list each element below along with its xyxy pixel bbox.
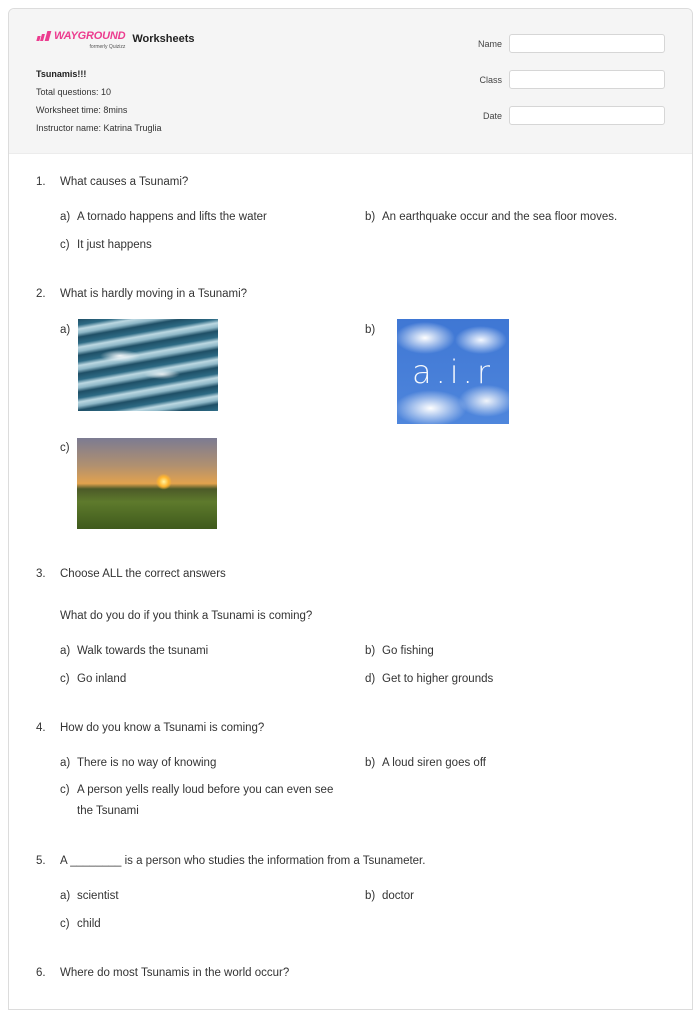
worksheet-meta: [36, 65, 162, 137]
question-number: 3.: [36, 568, 46, 580]
option-text: An earthquake occur and the sea floor moves.: [382, 211, 618, 223]
option-letter: c): [60, 673, 70, 685]
logo-mark: [36, 30, 125, 51]
question-number: 1.: [36, 176, 46, 188]
student-fields: [478, 33, 665, 141]
option-text: A person yells really loud before you can even see the Tsunami: [77, 784, 334, 817]
question-text: What is hardly moving in a Tsunami?: [60, 288, 248, 300]
logo-bars-icon: [36, 31, 51, 41]
brand-subtitle: formerly Quizizz: [89, 44, 126, 50]
option-5a[interactable]: [60, 890, 119, 902]
option-4b[interactable]: [365, 757, 486, 769]
option-letter: a): [60, 757, 71, 769]
option-4c[interactable]: [60, 780, 340, 822]
question-number: 4.: [36, 722, 46, 734]
question-text: Where do most Tsunamis in the world occur?: [60, 967, 290, 979]
option-letter: a): [60, 645, 71, 657]
question-number: 2.: [36, 288, 46, 300]
product-name: Worksheets: [132, 33, 195, 45]
option-letter: d): [365, 673, 376, 685]
option-letter: c): [60, 239, 70, 251]
question-text: A ________ is a person who studies the information from a Tsunameter.: [60, 855, 426, 867]
option-2a[interactable]: [60, 324, 77, 336]
option-5c[interactable]: [60, 918, 101, 930]
class-input[interactable]: [509, 70, 665, 89]
question-number: 6.: [36, 967, 46, 979]
option-text: A tornado happens and lifts the water: [77, 211, 267, 223]
option-2c[interactable]: [60, 442, 77, 454]
option-3c[interactable]: [60, 673, 126, 685]
option-letter: b): [365, 324, 376, 336]
option-text: scientist: [77, 890, 119, 902]
question-text: What causes a Tsunami?: [60, 176, 189, 188]
brand-logo: [36, 30, 194, 51]
option-5b[interactable]: [365, 890, 414, 902]
option-letter: b): [365, 757, 376, 769]
option-letter: a): [60, 211, 71, 223]
class-label: Class: [479, 74, 502, 85]
name-label: Name: [477, 38, 502, 49]
worksheet-header: [9, 9, 692, 154]
name-field-row: [478, 33, 665, 54]
option-text: child: [77, 918, 101, 930]
option-1b[interactable]: [365, 211, 617, 223]
brand-name: WAYGROUND: [54, 30, 126, 42]
option-letter: c): [60, 784, 70, 796]
question-number: 5.: [36, 855, 46, 867]
instructor-name: Instructor name: Katrina Truglia: [36, 123, 162, 133]
option-letter: b): [365, 211, 376, 223]
worksheet-time: Worksheet time: 8mins: [36, 105, 128, 115]
option-letter: b): [365, 645, 376, 657]
date-input[interactable]: [509, 106, 665, 125]
question-text: Choose ALL the correct answers: [60, 568, 226, 580]
option-text: Go inland: [77, 673, 127, 685]
name-input[interactable]: [509, 34, 665, 53]
option-letter: c): [60, 442, 70, 454]
option-3b[interactable]: [365, 645, 434, 657]
option-letter: c): [60, 918, 70, 930]
option-1c[interactable]: [60, 239, 152, 251]
water-ripples-image: [78, 319, 218, 411]
question-3-subtext: What do you do if you think a Tsunami is coming?: [60, 610, 313, 622]
option-text: It just happens: [77, 239, 152, 251]
sunset-field-image: [77, 438, 217, 529]
date-label: Date: [482, 110, 502, 121]
option-text: Go fishing: [382, 645, 434, 657]
sky-clouds-image: a.i.r: [397, 319, 509, 424]
option-letter: a): [60, 890, 71, 902]
option-letter: a): [60, 324, 71, 336]
option-letter: b): [365, 890, 376, 902]
class-field-row: [478, 69, 665, 90]
option-3a[interactable]: [60, 645, 208, 657]
option-text: A loud siren goes off: [382, 757, 486, 769]
worksheet-title: Tsunamis!!!: [36, 69, 87, 79]
option-2b[interactable]: [365, 324, 382, 336]
option-3d[interactable]: [365, 673, 493, 685]
question-text: How do you know a Tsunami is coming?: [60, 722, 265, 734]
option-text: Walk towards the tsunami: [77, 645, 209, 657]
option-text: doctor: [382, 890, 414, 902]
option-1a[interactable]: [60, 211, 267, 223]
option-text: Get to higher grounds: [382, 673, 494, 685]
date-field-row: [478, 105, 665, 126]
option-text: There is no way of knowing: [77, 757, 217, 769]
total-questions: Total questions: 10: [36, 87, 112, 97]
option-4a[interactable]: [60, 757, 216, 769]
